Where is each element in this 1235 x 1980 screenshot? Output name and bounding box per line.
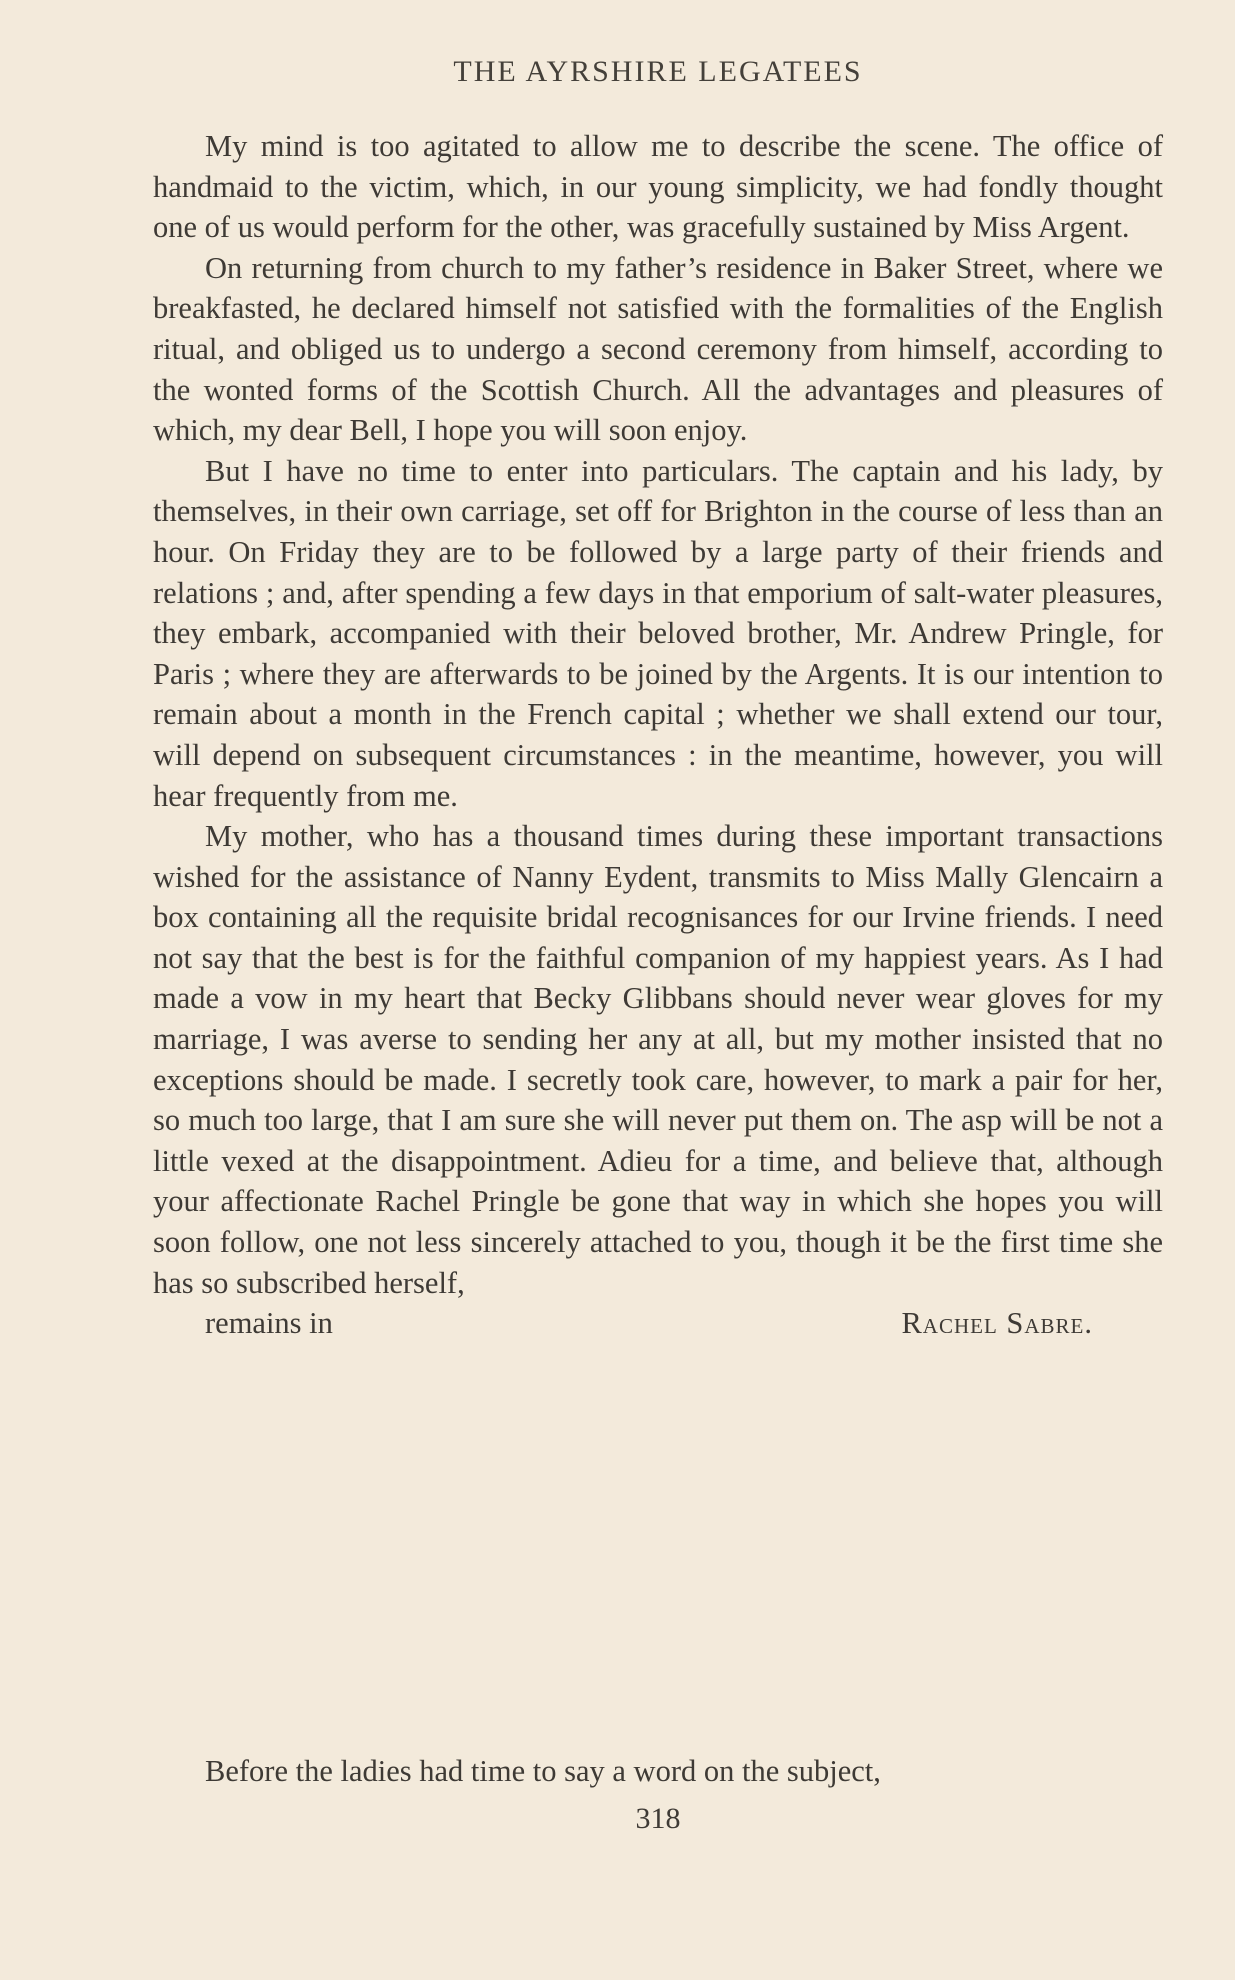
closing-words: remains in <box>205 1306 333 1341</box>
signoff-line <box>153 1303 1163 1344</box>
running-head: THE AYRSHIRE LEGATEES <box>453 55 863 88</box>
letter-body <box>153 126 1163 1344</box>
paragraph: My mind is too agitated to allow me to describe the scene. The office of handmaid to the victim, which, in our young simplicity, we had fondly thought one of us would perform for the other, was gracefully sustained by Miss Argent. <box>153 129 1163 245</box>
paragraph: But I have no time to enter into particulars. The captain and his lady, by themselves, in their own carriage, set off for Brighton in the course of less than an hour. On Friday they are to be followed by a large party of their friends and relations ; and, after spending a few days in that emporium of salt-water pleasures, they embark, accompanied with their beloved brother, Mr. Andrew Pringle, for Paris ; where they are afterwards to be joined by the Argents. It is our intention to remain about a month in the French capital ; whether we shall extend our tour, will depend on subsequent circumstances : in the meantime, however, you will hear frequently from me. <box>153 453 1163 813</box>
closing-paragraph-text: My mother, who has a thousand times during these important transactions wished for the assistance of Nanny Eydent, transmits to Miss Mally Glencairn a box containing all the requisite bridal recognisances for our Irvine friends. I need not say that the best is for the faithful companion of my happiest years. As I had made a vow in my heart that Becky Glibbans should never wear gloves for my marriage, I was averse to sending her any at all, but my mother insisted that no exceptions should be made. I secretly took care, however, to mark a pair for her, so much too large, that I am sure she will never put them on. The asp will be not a little vexed at the disappointment. Adieu for a time, and believe that, although your affectionate Rachel Pringle be gone that way in which she hopes you will soon follow, one not less sincerely attached to you, though it be the first time she has so subscribed herself, <box>153 819 1163 1300</box>
paragraph: On returning from church to my father’s residence in Baker Street, where we breakfasted, he declared himself not satisfied with the formalities of the English ritual, and obliged us to undergo a second ceremony from himself, according to the wonted forms of the Scottish Church. All the advantages and pleasures of which, my dear Bell, I hope you will soon enjoy. <box>153 250 1163 448</box>
closing-paragraph <box>153 816 1163 1344</box>
narrative-line: Before the ladies had time to say a word on the subject, <box>205 1754 881 1788</box>
page-number: 318 <box>635 1802 681 1835</box>
signature: Rachel Sabre. <box>901 1306 1093 1341</box>
